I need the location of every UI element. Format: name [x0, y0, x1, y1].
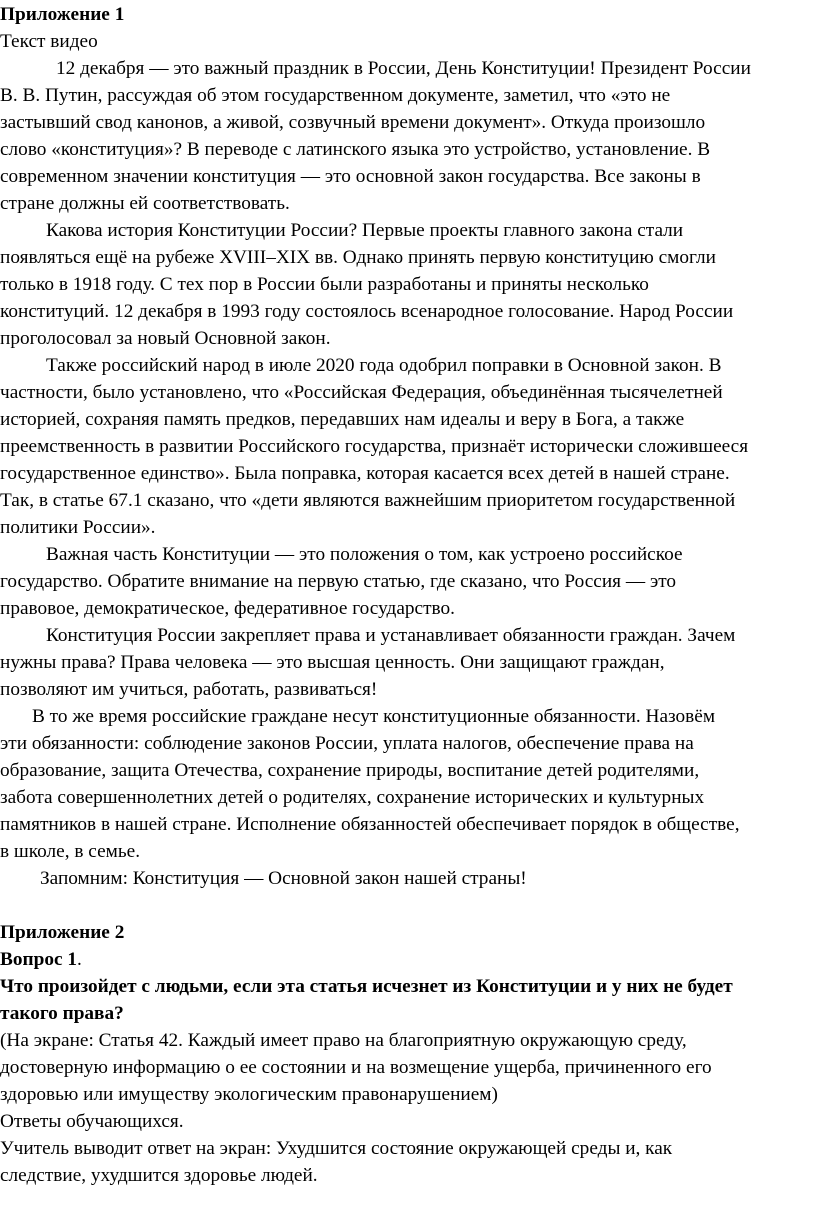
screen-note-line: здоровью или имуществу экологическим правонарушением)	[0, 1084, 498, 1105]
text-line: частности, было установлено, что «Российская Федерация, объединённая тысячелетней	[0, 382, 723, 403]
screen-note-line: достоверную информацию о ее состоянии и на возмещение ущерба, причиненного его	[0, 1057, 712, 1078]
text-line: правовое, демократическое, федеративное государство.	[0, 598, 455, 619]
text-line: образование, защита Отечества, сохранение природы, воспитание детей родителями,	[0, 760, 700, 781]
teacher-answer-line: Учитель выводит ответ на экран: Ухудшится состояние окружающей среды и, как	[0, 1138, 673, 1159]
text-line: государство. Обратите внимание на первую статью, где сказано, что Россия — это	[0, 571, 677, 592]
text-line: Также российский народ в июле 2020 года одобрил поправки в Основной закон. В	[46, 355, 722, 376]
text-line: памятников в нашей стране. Исполнение обязанностей обеспечивает порядок в обществе,	[0, 814, 740, 835]
text-line: Запомним: Конституция — Основной закон нашей страны!	[40, 868, 527, 889]
text-line: Так, в статье 67.1 сказано, что «дети являются важнейшим приоритетом государственной	[0, 490, 736, 511]
question-label-suffix: .	[77, 949, 82, 970]
question-label: Вопрос 1	[0, 949, 77, 970]
text-line: 12 декабря — это важный праздник в России, День Конституции! Президент России	[56, 58, 751, 79]
text-line: появляться ещё на рубеже XVIII–XIX вв. Однако принять первую конституцию смогли	[0, 247, 716, 268]
text-line: политики России».	[0, 517, 156, 538]
text-line: слово «конституция»? В переводе с латинского языка это устройство, установление. В	[0, 139, 711, 160]
appendix-2-heading: Приложение 2	[0, 922, 125, 943]
text-line: Какова история Конституции России? Первые проекты главного закона стали	[46, 220, 684, 241]
question-text-line: такого права?	[0, 1003, 124, 1024]
text-line: застывший свод канонов, а живой, созвучный времени документ». Откуда произошло	[0, 112, 706, 133]
text-line: забота совершеннолетних детей о родителях, сохранение исторических и культурных	[0, 787, 705, 808]
text-line: В. В. Путин, рассуждая об этом государственном документе, заметил, что «это не	[0, 85, 671, 106]
text-line: в школе, в семье.	[0, 841, 141, 862]
teacher-answer-line: следствие, ухудшится здоровье людей.	[0, 1165, 318, 1186]
text-line: историей, сохраняя память предков, передавших нам идеалы и веру в Бога, а также	[0, 409, 685, 430]
text-line: нужны права? Права человека — это высшая ценность. Они защищают граждан,	[0, 652, 665, 673]
appendix-1-heading: Приложение 1	[0, 4, 125, 25]
screen-note-line: (На экране: Статья 42. Каждый имеет право на благоприятную окружающую среду,	[0, 1030, 687, 1051]
text-line: преемственность в развитии Российского государства, признаёт исторически сложившееся	[0, 436, 749, 457]
text-line: эти обязанности: соблюдение законов России, уплата налогов, обеспечение права на	[0, 733, 694, 754]
appendix-1-subheading: Текст видео	[0, 31, 98, 52]
text-line: стране должны ей соответствовать.	[0, 193, 290, 214]
text-line: только в 1918 году. С тех пор в России были разработаны и приняты несколько	[0, 274, 649, 295]
text-line: проголосовал за новый Основной закон.	[0, 328, 331, 349]
text-line: В то же время российские граждане несут конституционные обязанности. Назовём	[32, 706, 716, 727]
students-answers: Ответы обучающихся.	[0, 1111, 184, 1132]
question-text-line: Что произойдет с людьми, если эта статья исчезнет из Конституции и у них не будет	[0, 976, 733, 997]
text-line: конституций. 12 декабря в 1993 году состоялось всенародное голосование. Народ России	[0, 301, 734, 322]
text-line: государственное единство». Была поправка, которая касается всех детей в нашей стране.	[0, 463, 730, 484]
text-line: позволяют им учиться, работать, развиваться!	[0, 679, 378, 700]
text-line: Важная часть Конституции — это положения о том, как устроено российское	[46, 544, 683, 565]
text-line: Конституция России закрепляет права и устанавливает обязанности граждан. Зачем	[46, 625, 736, 646]
text-line: современном значении конституция — это основной закон государства. Все законы в	[0, 166, 701, 187]
question-label-line	[0, 946, 816, 973]
